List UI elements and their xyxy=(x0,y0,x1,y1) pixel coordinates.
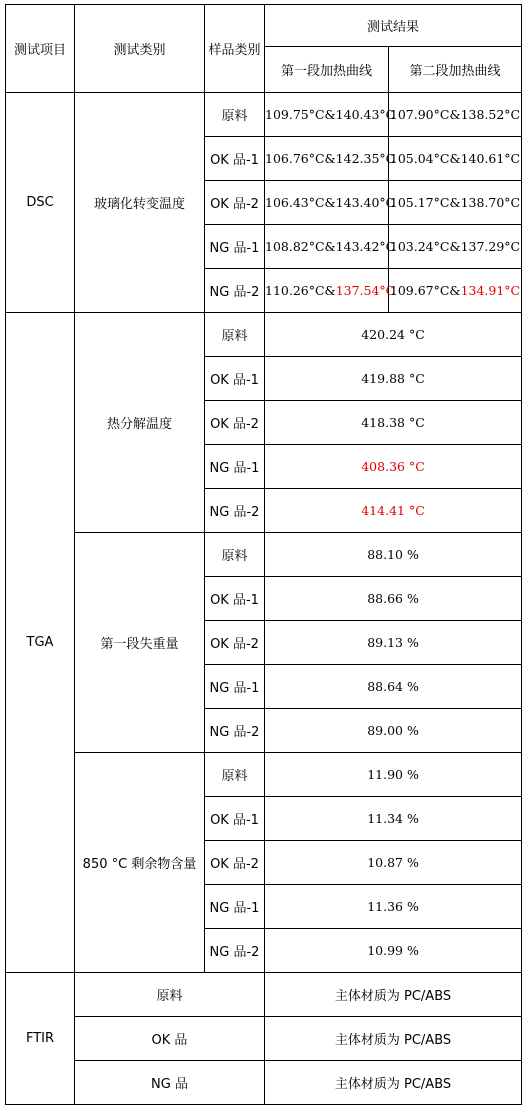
table-row xyxy=(6,753,522,797)
second-curve-value: 105.17°C&138.70°C xyxy=(389,181,522,225)
sample-cell: NG 品-1 xyxy=(205,225,265,269)
second-curve-value xyxy=(389,269,522,313)
result-value: 89.00 % xyxy=(265,709,522,753)
value-part: 110.26°C& xyxy=(265,283,336,298)
item-ftir: FTIR xyxy=(6,973,75,1105)
sample-cell: NG 品-1 xyxy=(205,885,265,929)
result-value-highlighted: 414.41 °C xyxy=(265,489,522,533)
result-value: 419.88 °C xyxy=(265,357,522,401)
second-curve-value: 103.24°C&137.29°C xyxy=(389,225,522,269)
sample-cell: NG 品 xyxy=(75,1061,265,1105)
sample-cell: OK 品-1 xyxy=(205,357,265,401)
table-row xyxy=(6,1017,522,1061)
table-row xyxy=(6,93,522,137)
header-test-result: 测试结果 xyxy=(265,5,522,47)
sample-cell: OK 品-1 xyxy=(205,137,265,181)
result-value-highlighted: 408.36 °C xyxy=(265,445,522,489)
sample-cell: OK 品 xyxy=(75,1017,265,1061)
category-glass-transition: 玻璃化转变温度 xyxy=(75,93,205,313)
table-row xyxy=(6,533,522,577)
second-curve-value: 105.04°C&140.61°C xyxy=(389,137,522,181)
category-first-stage-weight-loss: 第一段失重量 xyxy=(75,533,205,753)
sample-cell: 原料 xyxy=(205,533,265,577)
sample-cell: OK 品-2 xyxy=(205,841,265,885)
result-value: 11.36 % xyxy=(265,885,522,929)
first-curve-value: 106.76°C&142.35°C xyxy=(265,137,389,181)
header-test-item: 测试项目 xyxy=(6,5,75,93)
sample-cell: NG 品-2 xyxy=(205,709,265,753)
result-value: 420.24 °C xyxy=(265,313,522,357)
highlighted-value: 137.54°C xyxy=(335,283,396,298)
item-tga: TGA xyxy=(6,313,75,973)
result-value: 主体材质为 PC/ABS xyxy=(265,1061,522,1105)
result-value: 89.13 % xyxy=(265,621,522,665)
header-test-category: 测试类别 xyxy=(75,5,205,93)
sample-cell: 原料 xyxy=(75,973,265,1017)
highlighted-value: 134.91°C xyxy=(460,283,521,298)
result-value: 主体材质为 PC/ABS xyxy=(265,973,522,1017)
header-row xyxy=(6,5,522,47)
sample-cell: 原料 xyxy=(205,753,265,797)
table-row xyxy=(6,1061,522,1105)
sample-cell: 原料 xyxy=(205,313,265,357)
header-sample-type: 样品类别 xyxy=(205,5,265,93)
table-row xyxy=(6,313,522,357)
result-value: 10.99 % xyxy=(265,929,522,973)
first-curve-value: 108.82°C&143.42°C xyxy=(265,225,389,269)
first-curve-value xyxy=(265,269,396,313)
category-residue-850: 850 °C 剩余物含量 xyxy=(75,753,205,973)
test-results-table xyxy=(5,4,522,1105)
result-value: 88.10 % xyxy=(265,533,522,577)
result-value: 11.90 % xyxy=(265,753,522,797)
sample-cell: OK 品-2 xyxy=(205,621,265,665)
category-thermal-decomposition: 热分解温度 xyxy=(75,313,205,533)
value-part: 109.67°C& xyxy=(389,283,461,298)
sample-cell: 原料 xyxy=(205,93,265,137)
result-value: 88.66 % xyxy=(265,577,522,621)
sample-cell: NG 品-2 xyxy=(205,489,265,533)
result-value: 11.34 % xyxy=(265,797,522,841)
header-second-heating-curve: 第二段加热曲线 xyxy=(389,47,522,93)
first-curve-value: 109.75°C&140.43°C xyxy=(265,93,389,137)
result-value: 418.38 °C xyxy=(265,401,522,445)
sample-cell: NG 品-2 xyxy=(205,929,265,973)
sample-cell: NG 品-2 xyxy=(205,269,265,313)
sample-cell: OK 品-2 xyxy=(205,181,265,225)
sample-cell: NG 品-1 xyxy=(205,665,265,709)
second-curve-value: 107.90°C&138.52°C xyxy=(389,93,522,137)
result-value: 88.64 % xyxy=(265,665,522,709)
sample-cell: OK 品-1 xyxy=(205,797,265,841)
table-row xyxy=(6,973,522,1017)
result-value: 10.87 % xyxy=(265,841,522,885)
sample-cell: OK 品-1 xyxy=(205,577,265,621)
item-dsc: DSC xyxy=(6,93,75,313)
result-value: 主体材质为 PC/ABS xyxy=(265,1017,522,1061)
sample-cell: NG 品-1 xyxy=(205,445,265,489)
header-first-heating-curve: 第一段加热曲线 xyxy=(265,47,389,93)
sample-cell: OK 品-2 xyxy=(205,401,265,445)
first-curve-value: 106.43°C&143.40°C xyxy=(265,181,389,225)
